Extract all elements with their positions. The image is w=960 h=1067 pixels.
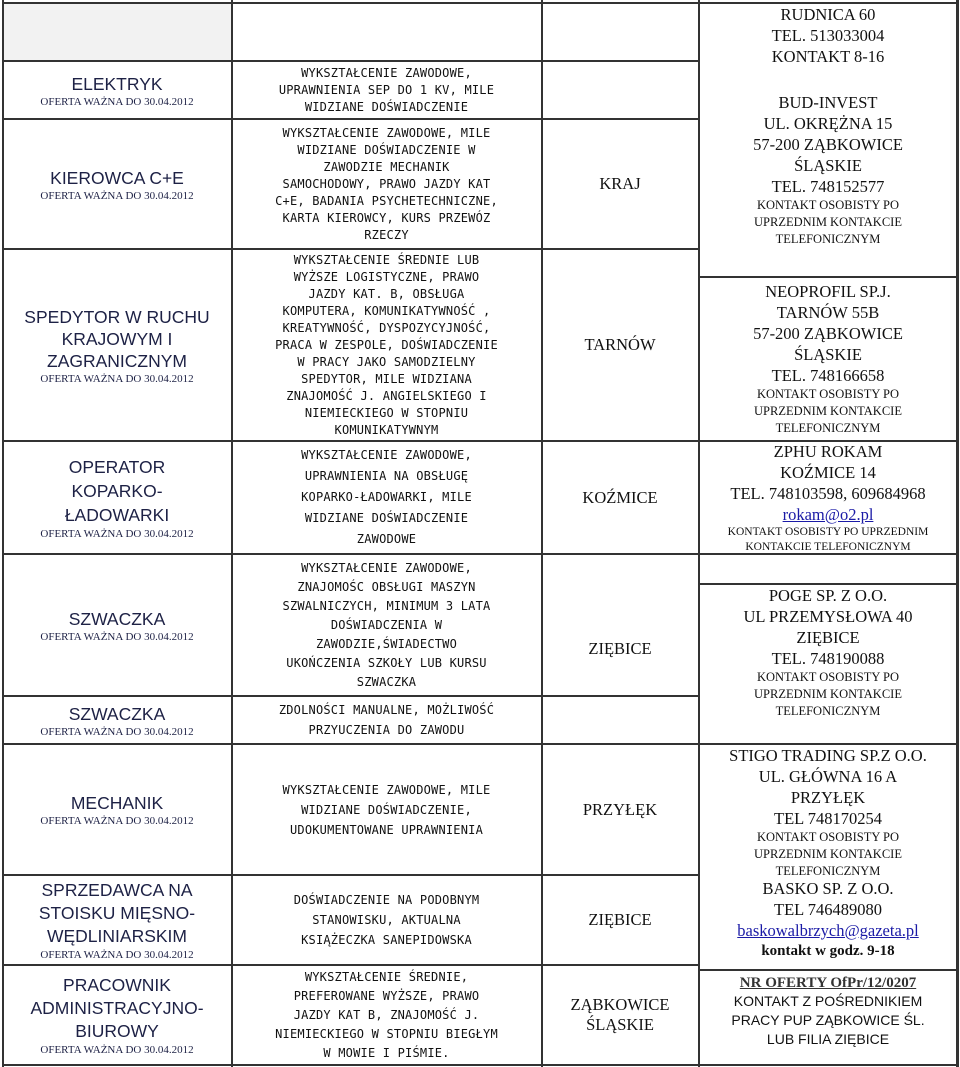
requirement-line: KOPARKO-ŁADOWARKI, MILE (301, 490, 472, 504)
table-border-right (956, 0, 959, 1067)
offer-validity: OFERTA WAŻNA DO 30.04.2012 (40, 815, 194, 827)
job-cell (4, 120, 230, 248)
job-cell (4, 966, 230, 1064)
employer-line: KONTAKT 8-16 (771, 47, 885, 66)
place-name: ŚLĄSKIE (586, 1015, 654, 1034)
requirement-line: ZAWODZIE MECHANIK (323, 159, 450, 174)
place-cell (543, 745, 697, 874)
employer-cell (700, 84, 956, 260)
employer-line: ŚLĄSKIE (794, 156, 862, 175)
place-cell (543, 120, 697, 248)
offer-validity: OFERTA WAŻNA DO 30.04.2012 (40, 189, 194, 202)
requirement-line: WYKSZTAŁCENIE ŚREDNIE, (304, 969, 469, 984)
employer-line: TARNÓW 55B (776, 303, 880, 322)
employer-phone: TEL 746489080 (774, 900, 882, 919)
requirements-cell (233, 442, 540, 553)
requirement-line: PREFEROWANE WYŻSZE, PRAWO (293, 988, 480, 1003)
job-cell (4, 745, 230, 874)
requirement-line: UPRAWNIENIA NA OBSŁUGĘ (304, 469, 469, 483)
job-cell (4, 442, 230, 553)
requirement-line: UPRAWNIENIA SEP DO 1 KV, MILE (278, 82, 495, 97)
offer-validity: OFERTA WAŻNA DO 30.04.2012 (40, 528, 194, 540)
requirement-line: ZNAJOMOŚĆ J. ANGIELSKIEGO I (286, 388, 487, 403)
requirement-line: DOŚWIADCZENIA W (330, 617, 443, 632)
employer-name: STIGO TRADING SP.Z O.O. (729, 746, 927, 765)
contact-note: KONTAKT OSOBISTY PO (756, 830, 900, 844)
employer-line: ŚLĄSKIE (794, 345, 862, 364)
requirement-line: PRZYUCZENIA DO ZAWODU (308, 723, 465, 737)
employer-phone: TEL. 748166658 (771, 366, 885, 385)
requirement-line: KOMPUTERA, KOMUNIKATYWNOŚĆ , (282, 303, 491, 318)
requirement-line: ZAWODZIE,ŚWIADECTWO (315, 636, 458, 651)
employer-cell (700, 585, 956, 743)
offer-validity: OFERTA WAŻNA DO 30.04.2012 (40, 630, 194, 643)
employer-email-link[interactable]: baskowalbrzych@gazeta.pl (737, 921, 919, 940)
place-cell (543, 966, 697, 1064)
requirement-line: ZNAJOMOŚC OBSŁUGI MASZYN (297, 579, 476, 594)
place-name: PRZYŁĘK (582, 799, 658, 819)
requirement-line: WYKSZTAŁCENIE ZAWODOWE, (301, 448, 472, 462)
employer-cell (700, 442, 956, 553)
table-border-bottom (2, 1064, 958, 1066)
job-cell (4, 697, 230, 743)
job-cell (4, 555, 230, 695)
job-cell (4, 62, 230, 118)
requirement-line: WYKSZTAŁCENIE ZAWODOWE, (301, 560, 472, 575)
employer-name: ZPHU ROKAM (773, 441, 883, 461)
employer-line: 57-200 ZĄBKOWICE (753, 324, 903, 343)
requirement-line: RZECZY (364, 227, 409, 242)
requirement-line: PRACA W ZESPOLE, DOŚWIADCZENIE (275, 337, 498, 352)
job-title: ADMINISTRACYJNO- (30, 998, 204, 1018)
header-cell-shade (4, 2, 231, 60)
employer-line: UL. OKRĘŻNA 15 (763, 114, 893, 133)
job-title: BIUROWY (75, 1021, 159, 1041)
job-cell (4, 250, 230, 440)
requirement-line: W PRACY JAKO SAMODZIELNY (297, 354, 476, 369)
requirement-line: WYKSZTAŁCENIE ŚREDNIE LUB (293, 252, 480, 267)
offer-number: NR OFERTY OfPr/12/0207 (739, 975, 917, 991)
job-title: OPERATOR (68, 457, 166, 477)
employer-name: NEOPROFIL SP.J. (765, 282, 891, 301)
requirement-line: ZDOLNOŚCI MANUALNE, MOŻLIWOŚĆ (278, 703, 495, 717)
place-name: KOŹMICE (582, 487, 658, 507)
contact-note: LUB FILIA ZIĘBICE (766, 1031, 890, 1047)
contact-note: TELEFONICZNYM (775, 864, 881, 878)
employer-cell (700, 972, 956, 1062)
requirements-cell (233, 120, 540, 248)
contact-note: TELEFONICZNYM (775, 704, 881, 718)
employer-line: KOŹMICE 14 (780, 462, 876, 482)
employer-line: 57-200 ZĄBKOWICE (753, 135, 903, 154)
job-title: ŁADOWARKI (64, 505, 170, 525)
job-title: ZAGRANICZNYM (47, 350, 187, 371)
requirement-line: SZWACZKA (356, 674, 417, 689)
employer-line: ZIĘBICE (796, 628, 860, 647)
employer-email-link[interactable]: rokam@o2.pl (782, 504, 874, 524)
employer-line: RUDNICA 60 (780, 5, 876, 24)
requirement-line: ZAWODOWE (356, 532, 417, 546)
employer-name: BASKO SP. Z O.O. (762, 879, 894, 898)
employer-cell (700, 745, 956, 877)
job-title: MECHANIK (70, 793, 164, 813)
requirement-line: KOMUNIKATYWNYM (334, 422, 439, 437)
requirement-line: NIEMIECKIEGO W STOPNIU BIEGŁYM (275, 1026, 498, 1041)
requirements-cell (233, 555, 540, 695)
employer-name: BUD-INVEST (778, 93, 878, 112)
requirements-cell (233, 250, 540, 440)
employer-line: PRZYŁĘK (790, 788, 866, 807)
place-cell (543, 442, 697, 553)
requirement-line: WIDZIANE DOŚWIADCZENIE (304, 511, 469, 525)
contact-note: UPRZEDNIM KONTAKCIE (754, 404, 902, 418)
offer-validity: OFERTA WAŻNA DO 30.04.2012 (40, 372, 194, 385)
requirement-line: JAZDY KAT. B, OBSŁUGA (308, 286, 465, 301)
requirements-cell (233, 697, 540, 743)
employer-cell (700, 878, 956, 968)
requirement-line: W MOWIE I PIŚMIE. (323, 1045, 450, 1060)
job-title: STOISKU MIĘSNO- (38, 903, 196, 923)
job-cell (4, 876, 230, 964)
requirements-cell (233, 745, 540, 874)
requirement-line: WYŻSZE LOGISTYCZNE, PRAWO (293, 269, 480, 284)
job-title: PRACOWNIK (63, 975, 171, 995)
contact-note: UPRZEDNIM KONTAKCIE (754, 215, 902, 229)
employer-name: POGE SP. Z O.O. (768, 586, 888, 605)
offer-validity: OFERTA WAŻNA DO 30.04.2012 (40, 1044, 194, 1056)
contact-note: KONTAKT OSOBISTY PO (756, 670, 900, 684)
requirements-cell (233, 966, 540, 1064)
requirement-line: KREATYWNOŚĆ, DYSPOZYCYJNOŚĆ, (282, 320, 491, 335)
offer-validity: OFERTA WAŻNA DO 30.04.2012 (40, 95, 194, 108)
requirement-line: JAZDY KAT B, ZNAJOMOŚĆ J. (293, 1007, 480, 1022)
contact-note: KONTAKT OSOBISTY PO (756, 387, 900, 401)
employer-phone: TEL 748170254 (774, 809, 882, 828)
contact-note: UPRZEDNIM KONTAKCIE (754, 687, 902, 701)
job-title: KOPARKO- (71, 481, 163, 501)
contact-note: UPRZEDNIM KONTAKCIE (754, 847, 902, 861)
place-name: TARNÓW (584, 335, 656, 354)
requirement-line: WIDZIANE DOŚWIADCZENIE, (301, 802, 472, 817)
job-title: SPEDYTOR W RUCHU (24, 306, 210, 327)
offer-validity: OFERTA WAŻNA DO 30.04.2012 (40, 725, 194, 738)
contact-note: KONTAKT OSOBISTY PO (756, 198, 900, 212)
requirement-line: WIDZIANE DOŚWIADCZENIE (304, 99, 469, 114)
employer-line: TEL. 513033004 (771, 26, 885, 45)
job-title: WĘDLINIARSKIM (46, 926, 188, 946)
place-cell (543, 250, 697, 440)
employer-cell (700, 278, 956, 440)
requirements-cell (233, 876, 540, 964)
requirement-line: WIDZIANE DOŚWIADCZENIE W (297, 142, 476, 157)
place-name: ZIĘBICE (588, 910, 652, 929)
offer-validity: OFERTA WAŻNA DO 30.04.2012 (40, 949, 194, 961)
contact-hours: kontakt w godz. 9-18 (761, 943, 895, 959)
requirement-line: WYKSZTAŁCENIE ZAWODOWE, MILE (282, 782, 491, 797)
employer-phone: TEL. 748103598, 609684968 (730, 483, 926, 503)
requirement-line: SPEDYTOR, MILE WIDZIANA (301, 371, 472, 386)
job-title: KIEROWCA C+E (50, 167, 184, 188)
job-title: SZWACZKA (68, 703, 166, 724)
requirement-line: WYKSZTAŁCENIE ZAWODOWE, MILE (282, 125, 491, 140)
requirement-line: DOŚWIADCZENIE NA PODOBNYM (293, 893, 480, 907)
job-title: ELEKTRYK (71, 73, 163, 94)
contact-note: KONTAKT Z POŚREDNIKIEM (733, 993, 923, 1009)
requirement-line: UKOŃCZENIA SZKOŁY LUB KURSU (286, 655, 487, 670)
requirement-line: C+E, BADANIA PSYCHETECHNICZNE, (275, 193, 498, 208)
job-title: KRAJOWYM I (61, 328, 173, 349)
contact-note: KONTAKCIE TELEFONICZNYM (745, 540, 911, 553)
place-name: ZIĘBICE (588, 639, 652, 658)
requirement-line: WYKSZTAŁCENIE ZAWODOWE, (301, 65, 472, 80)
employer-phone: TEL. 748152577 (771, 177, 885, 196)
employer-phone: TEL. 748190088 (771, 649, 885, 668)
job-title: SPRZEDAWCA NA (41, 880, 193, 900)
requirement-line: SZWALNICZYCH, MINIMUM 3 LATA (282, 598, 491, 613)
requirements-cell (233, 62, 540, 118)
employer-cell (700, 4, 956, 70)
requirement-line: UDOKUMENTOWANE UPRAWNIENIA (289, 822, 484, 837)
contact-note: TELEFONICZNYM (775, 421, 881, 435)
row-divider (700, 969, 956, 971)
requirement-line: KARTA KIEROWCY, KURS PRZEWÓZ (282, 210, 491, 225)
employer-line: UL. GŁÓWNA 16 A (758, 767, 898, 786)
contact-note: PRACY PUP ZĄBKOWICE ŚL. (731, 1012, 925, 1028)
employer-line: UL PRZEMYSŁOWA 40 (743, 607, 913, 626)
contact-note: TELEFONICZNYM (775, 232, 881, 246)
job-title: SZWACZKA (68, 608, 166, 629)
contact-note: KONTAKT OSOBISTY PO UPRZEDNIM (727, 525, 929, 538)
place-cell (543, 555, 697, 743)
place-name: ZĄBKOWICE (570, 995, 670, 1014)
requirement-line: SAMOCHODOWY, PRAWO JAZDY KAT (282, 176, 491, 191)
requirement-line: NIEMIECKIEGO W STOPNIU (304, 405, 469, 420)
place-name: KRAJ (599, 174, 641, 193)
requirement-line: KSIĄŻECZKA SANEPIDOWSKA (301, 933, 472, 947)
place-cell (543, 876, 697, 964)
requirement-line: STANOWISKU, AKTUALNA (312, 913, 461, 927)
